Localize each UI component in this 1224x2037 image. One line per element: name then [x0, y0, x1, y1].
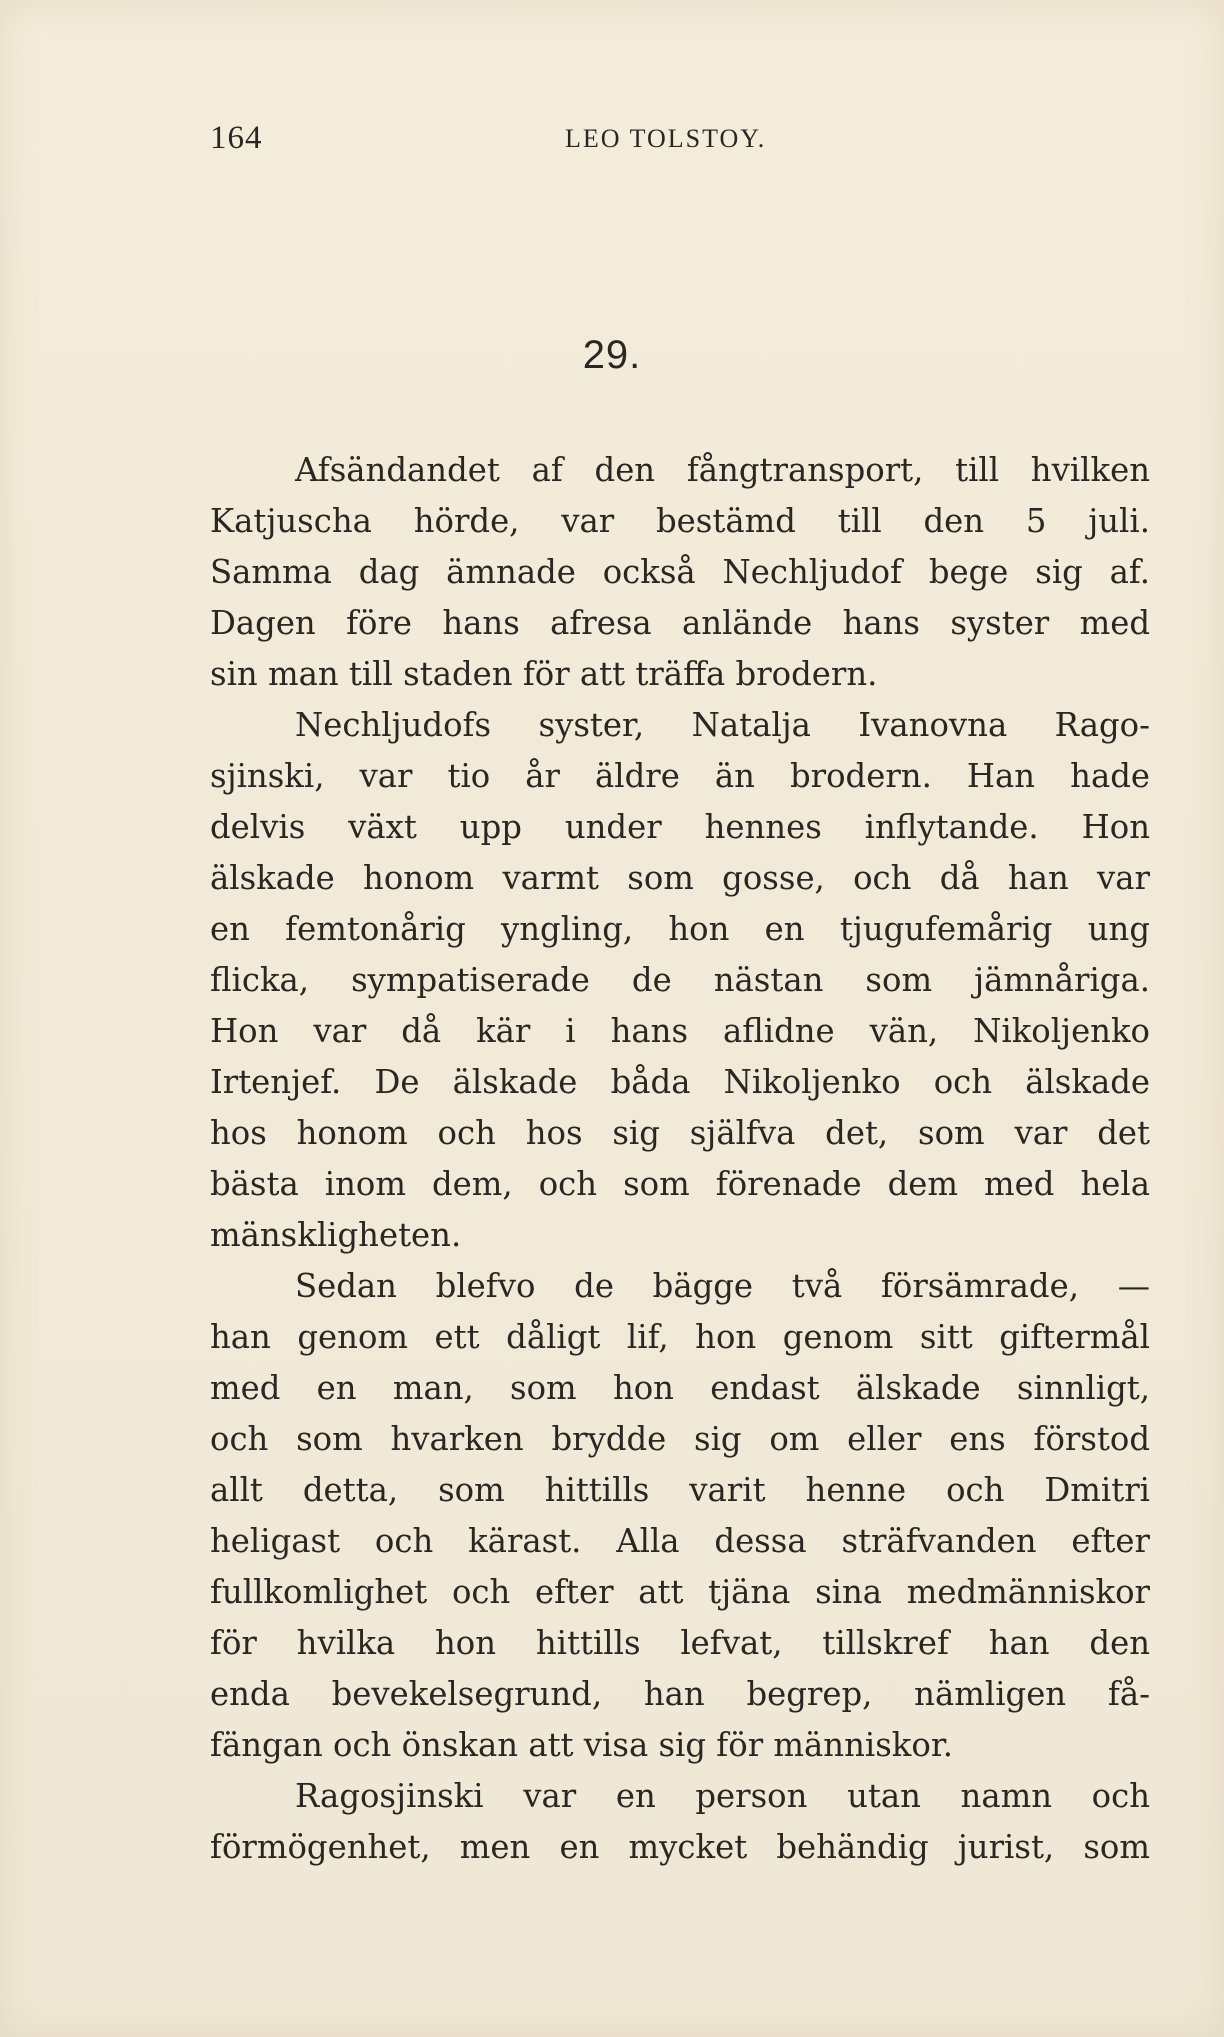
text-line: Irtenjef. De älskade båda Nikoljenko och älskade	[210, 1063, 1150, 1101]
text-line: Nechljudofs syster, Natalja Ivanovna Rago-	[295, 706, 1150, 744]
page-number: 164	[210, 120, 263, 156]
paragraph	[210, 700, 1150, 1261]
text-line: sin man till staden för att träffa brodern.	[210, 655, 878, 693]
text-line: heligast och kärast. Alla dessa sträfvanden efter	[210, 1522, 1150, 1560]
text-line: Ragosjinski var en person utan namn och	[295, 1777, 1150, 1815]
text-line: delvis växt upp under hennes inflytande. Hon	[210, 808, 1150, 846]
text-line: för hvilka hon hittills lefvat, tillskref han den	[210, 1624, 1150, 1662]
text-line: hos honom och hos sig själfva det, som var det	[210, 1114, 1150, 1152]
paragraph	[210, 1261, 1150, 1771]
text-line: enda bevekelsegrund, han begrep, nämligen få-	[210, 1675, 1150, 1713]
paragraph	[210, 445, 1150, 700]
text-line: förmögenhet, men en mycket behändig jurist, som	[210, 1828, 1150, 1866]
text-line: och som hvarken brydde sig om eller ens förstod	[210, 1420, 1150, 1458]
text-line: flicka, sympatiserade de nästan som jämnåriga.	[210, 961, 1150, 999]
text-line: fullkomlighet och efter att tjäna sina medmänniskor	[210, 1573, 1150, 1611]
page-header	[210, 120, 1150, 160]
text-line: Katjuscha hörde, var bestämd till den 5 juli.	[210, 502, 1150, 540]
text-line: Hon var då kär i hans aflidne vän, Nikoljenko	[210, 1012, 1150, 1050]
text-line: Afsändandet af den fångtransport, till hvilken	[295, 451, 1150, 489]
body-text	[210, 445, 1150, 1873]
running-head: LEO TOLSTOY.	[565, 124, 767, 153]
text-line: allt detta, som hittills varit henne och Dmitri	[210, 1471, 1150, 1509]
paragraph	[210, 1771, 1150, 1873]
text-line: fängan och önskan att visa sig för människor.	[210, 1726, 953, 1764]
text-line: en femtonårig yngling, hon en tjugufemårig ung	[210, 910, 1150, 948]
text-line: älskade honom varmt som gosse, och då han var	[210, 859, 1150, 897]
text-line: sjinski, var tio år äldre än brodern. Han hade	[210, 757, 1150, 795]
text-line: mänskligheten.	[210, 1216, 462, 1254]
text-line: Sedan blefvo de bägge två försämrade, —	[295, 1267, 1150, 1305]
text-line: Samma dag ämnade också Nechljudof bege sig af.	[210, 553, 1150, 591]
text-line: Dagen före hans afresa anlände hans syster med	[210, 604, 1150, 642]
text-line: bästa inom dem, och som förenade dem med hela	[210, 1165, 1150, 1203]
text-line: med en man, som hon endast älskade sinnligt,	[210, 1369, 1150, 1407]
text-line: han genom ett dåligt lif, hon genom sitt giftermål	[210, 1318, 1150, 1356]
chapter-number: 29.	[582, 333, 642, 377]
